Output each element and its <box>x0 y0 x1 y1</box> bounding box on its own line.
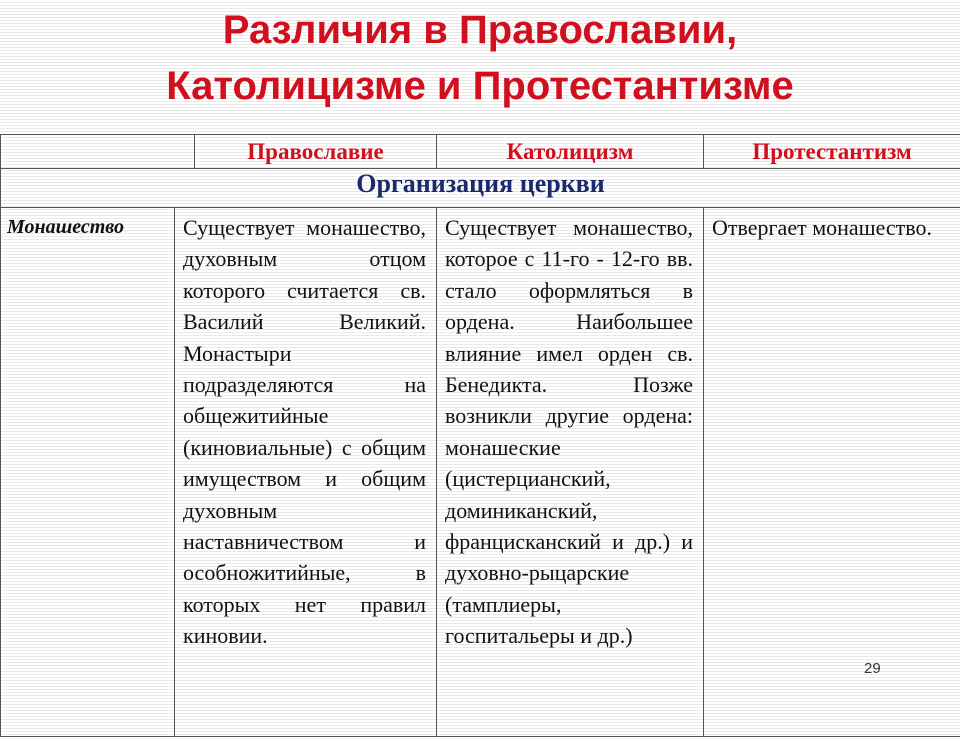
cell-protestantism: Отвергает монашество. <box>704 208 960 737</box>
slide-title-line-2: Католицизме и Протестантизме <box>0 58 960 114</box>
section-title: Организация церкви <box>1 169 960 208</box>
column-header-catholicism: Католицизм <box>437 135 704 169</box>
table-row <box>1 208 960 737</box>
column-header-protestantism: Протестантизм <box>704 135 960 169</box>
table-header-row <box>1 135 960 169</box>
cell-catholicism: Существует монашество, которое с 11-го - 12-го вв. стало оформляться в ордена. Наибольшее влияние имел орден св. Бенедикта. Позже возникли другие ордена: монашеские (цистерцианский, доминиканский, францисканский и др.) и духовно-рыцарские (тамплиеры, госпитальеры и др.) <box>437 208 704 737</box>
row-label-monasticism: Монашество <box>1 208 175 737</box>
section-row <box>1 169 960 208</box>
cell-orthodoxy: Существует монашество, духовным отцом которого считается св. Василий Великий. Монастыри подразделяются на общежитийные (киновиальные) с общим имуществом и общим духовным наставничеством и особножитийные, в которых нет правил киновии. <box>175 208 437 737</box>
header-empty-cell <box>1 135 195 169</box>
page-number: 29 <box>864 660 881 677</box>
comparison-table <box>0 134 960 737</box>
slide-title <box>0 2 960 114</box>
slide-title-line-1: Различия в Православии, <box>0 2 960 58</box>
column-header-orthodoxy: Православие <box>195 135 437 169</box>
